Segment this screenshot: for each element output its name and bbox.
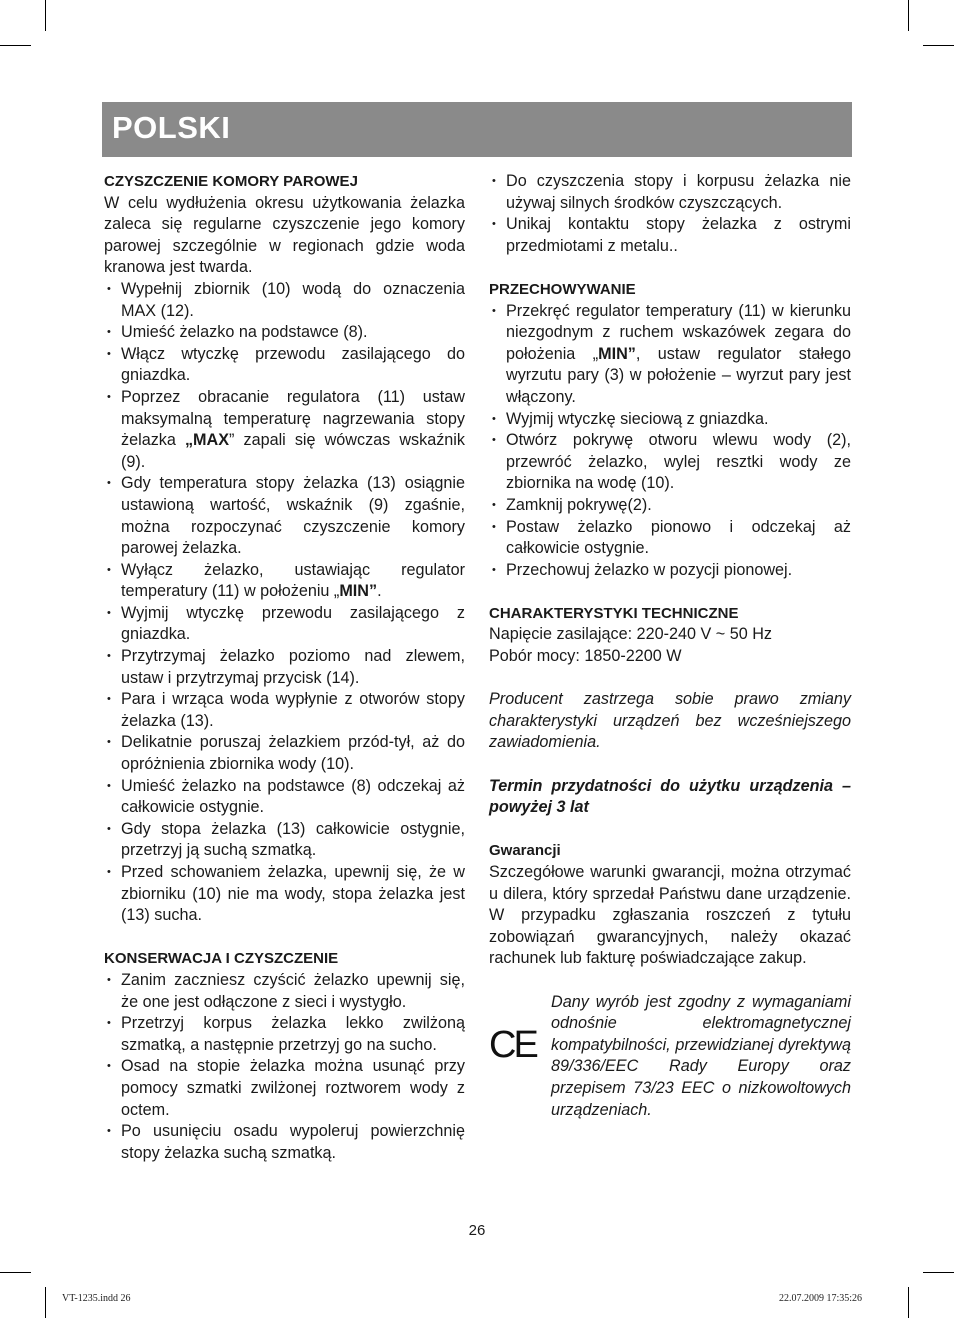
list-item: • Wyłącz żelazko, ustawiając regulator temperatury (11) w położeniu „MIN”.	[104, 560, 465, 603]
language-banner	[102, 102, 852, 157]
ce-conformity-text: Dany wyrób jest zgodny z wymaganiami odnośnie elektromagnetycznej kompatybilności, przewidzianej dyrektywą 89/336/EEC Rady Europy oraz przepisem 73/23 EEC o nizkowoltowych urządzeniach.	[551, 992, 851, 1119]
list-item: • Wyjmij wtyczkę przewodu zasilającego z gniazdka.	[104, 603, 465, 646]
crop-mark	[0, 1272, 31, 1273]
indd-file-slug: VT-1235.indd 26	[62, 1293, 131, 1304]
list-item: • Gdy stopa żelazka (13) całkowicie ostygnie, przetrzyj ją suchą szmatką.	[104, 819, 465, 862]
list-item: • Włącz wtyczkę przewodu zasilającego do gniazdka.	[104, 344, 465, 387]
section-heading-steam-cleaning: CZYSZCZENIE KOMORY PAROWEJ	[104, 173, 358, 190]
section-heading-warranty: Gwarancji	[489, 842, 561, 860]
crop-mark	[908, 0, 909, 31]
language-title: POLSKI	[112, 110, 231, 145]
list-item: • Po usunięciu osadu wypoleruj powierzchnię stopy żelazka suchą szmatką.	[104, 1121, 465, 1164]
crop-mark	[45, 1287, 46, 1318]
crop-mark	[923, 45, 954, 46]
list-item: • Delikatnie poruszaj żelazkiem przód-tył, aż do opróżnienia zbiornika wody (10).	[104, 732, 465, 775]
list-item: • Para i wrząca woda wypłynie z otworów stopy żelazka (13).	[104, 689, 465, 732]
min-label: MIN”	[598, 344, 636, 363]
crop-mark	[908, 1287, 909, 1318]
list-item: • Przed schowaniem żelazka, upewnij się, że w zbiorniku (10) nie ma wody, stopa żelazka jest (13) sucha.	[104, 862, 465, 927]
list-item: • Zanim zaczniesz czyścić żelazko upewnij się, że one jest odłączone z sieci i wystygło.	[104, 970, 465, 1013]
crop-mark	[0, 45, 31, 46]
maintenance-list-continued	[489, 171, 851, 257]
shelf-life-note: Termin przydatności do użytku urządzenia – powyżej 3 lat	[489, 776, 851, 817]
list-item: • Osad na stopie żelazka można usunąć przy pomocy szmatki zwilżonej roztworem wody z octem.	[104, 1056, 465, 1121]
crop-mark	[923, 1272, 954, 1273]
min-label: MIN”	[339, 582, 378, 601]
list-item: • Przechowuj żelazko w pozycji pionowej.	[489, 560, 851, 582]
section-heading-storage: PRZECHOWYWANIE	[489, 280, 636, 298]
storage-list	[489, 301, 851, 582]
steam-cleaning-list	[104, 279, 465, 927]
list-item: • Umieść żelazko na podstawce (8) odczekaj aż całkowicie ostygnie.	[104, 776, 465, 819]
crop-mark	[45, 0, 46, 31]
intro-paragraph: W celu wydłużenia okresu użytkowania żelazka zaleca się regularne czyszczenie jego komory parowej szczególnie w regionach gdzie woda kranowa jest twarda.	[104, 193, 465, 277]
manufacturer-notice: Producent zastrzega sobie prawo zmiany charakterystyki urządzeń bez wcześniejszego zawiadomienia.	[489, 690, 851, 752]
left-column	[104, 171, 465, 1164]
spec-voltage: Napięcie zasilające: 220-240 V ~ 50 Hz	[489, 625, 772, 644]
list-item: • Przytrzymaj żelazko poziomo nad zlewem, ustaw i przytrzymaj przycisk (14).	[104, 646, 465, 689]
warranty-text: Szczegółowe warunki gwarancji, można otrzymać u dilera, który sprzedał Państwu dane urządzenie. W przypadku zgłaszania roszczeń z tytułu zobowiązań gwarancyjnych, należy okazać rachunek lub fakturę poświadczające zakup.	[489, 863, 851, 968]
list-item: • Przekręć regulator temperatury (11) w kierunku niezgodnym z ruchem wskazówek zegara do położenia „MIN”, ustaw regulator stałego wyrzutu pary (3) w położenie – wyrzut pary jest włączony.	[489, 301, 851, 409]
list-item: • Do czyszczenia stopy i korpusu żelazka nie używaj silnych środków czyszczących.	[489, 171, 851, 214]
page-number: 26	[468, 1222, 486, 1239]
ce-conformity-block	[489, 992, 851, 1122]
list-item: • Postaw żelazko pionowo i odczekaj aż całkowicie ostygnie.	[489, 517, 851, 560]
ce-mark-icon: CE	[489, 1023, 536, 1066]
print-timestamp: 22.07.2009 17:35:26	[779, 1293, 863, 1304]
right-column	[489, 171, 851, 1121]
maintenance-list	[104, 970, 465, 1164]
list-item: • Zamknij pokrywę(2).	[489, 495, 851, 517]
section-heading-maintenance: KONSERWACJA I CZYSZCZENIE	[104, 950, 339, 968]
list-item: • Wyjmij wtyczkę sieciową z gniazdka.	[489, 409, 851, 431]
list-item: • Wypełnij zbiornik (10) wodą do oznaczenia MAX (12).	[104, 279, 465, 322]
list-item: • Umieść żelazko na podstawce (8).	[104, 322, 465, 344]
list-item: • Otwórz pokrywę otworu wlewu wody (2), przewróć żelazko, wylej resztki wody ze zbiornika na wodę (10).	[489, 430, 851, 495]
list-item: • Przetrzyj korpus żelazka lekko zwilżoną szmatką, a następnie przetrzyj go na sucho.	[104, 1013, 465, 1056]
list-item: • Gdy temperatura stopy żelazka (13) osiągnie ustawioną wartość, wskaźnik (9) zgaśnie, można rozpoczynać czyszczenie komory parowej żelazka.	[104, 473, 465, 559]
section-heading-specs: CHARAKTERYSTYKI TECHNICZNE	[489, 604, 739, 622]
max-label: „MAX	[184, 431, 230, 450]
spec-power: Pobór mocy: 1850-2200 W	[489, 647, 682, 666]
list-item: • Poprzez obracanie regulatora (11) ustaw maksymalną temperaturę nagrzewania stopy żelazka „MAX” zapali się wówczas wskaźnik (9).	[104, 387, 465, 473]
list-item: • Unikaj kontaktu stopy żelazka z ostrymi przedmiotami z metalu..	[489, 214, 851, 257]
